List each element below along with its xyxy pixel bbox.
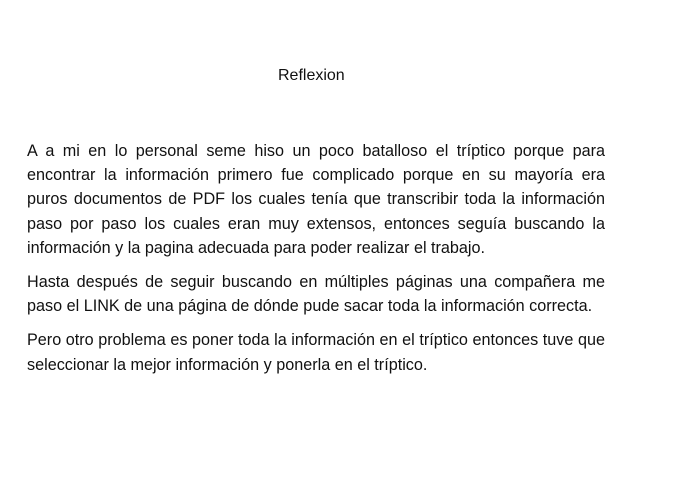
paragraph: Hasta después de seguir buscando en múltiples páginas una compañera me paso el LINK de una página de dónde pude sacar toda la información correcta. <box>27 273 605 316</box>
document-body <box>27 139 605 387</box>
paragraph: Pero otro problema es poner toda la información en el tríptico entonces tuve que seleccionar la mejor información y ponerla en el tríptico. <box>27 331 605 374</box>
paragraph: A a mi en lo personal seme hiso un poco batalloso el tríptico porque para encontrar la información primero fue complicado porque en su mayoría era puros documentos de PDF los cuales tenía que transcribir toda la información paso por paso los cuales eran muy extensos, entonces seguía buscando la información y la pagina adecuada para poder realizar el trabajo. <box>27 142 605 257</box>
document-title: Reflexion <box>278 67 345 84</box>
